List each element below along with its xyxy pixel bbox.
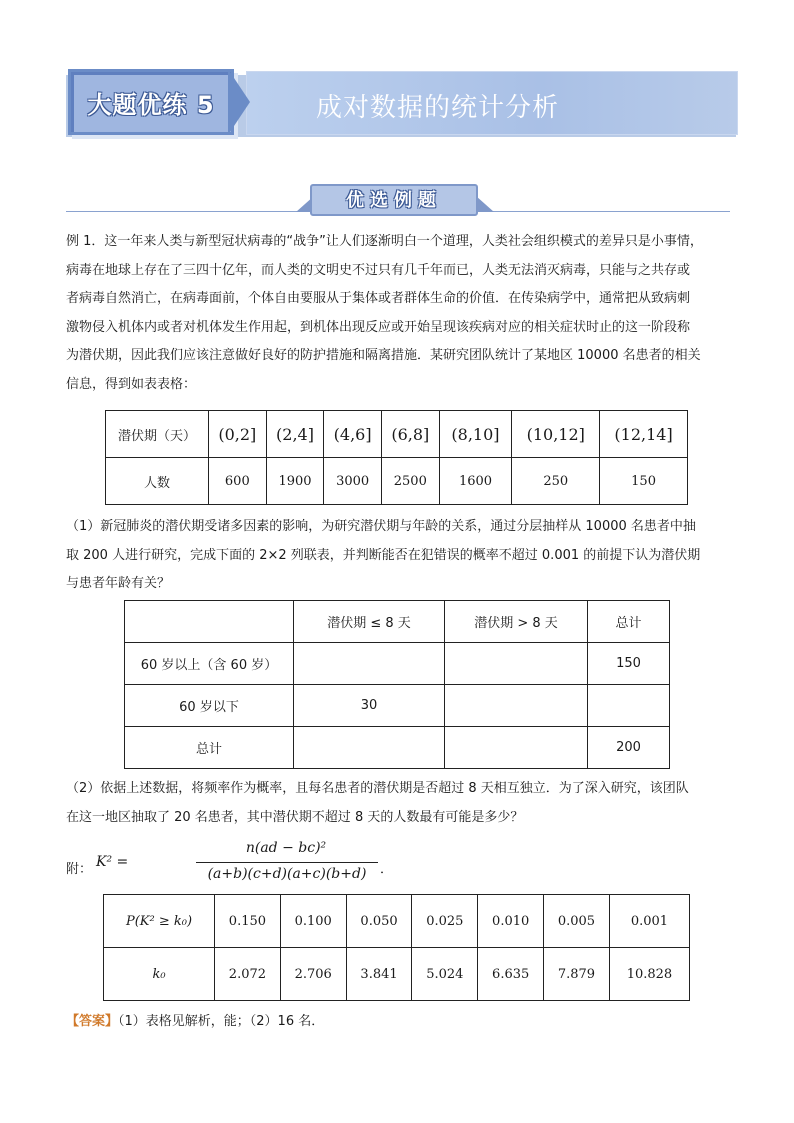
table-cell: 7.879 [544, 948, 610, 1001]
table-cell [445, 727, 588, 769]
table-row [125, 685, 670, 727]
question-line: 取 200 人进行研究，完成下面的 2×2 列联表，并判断能否在犯错误的概率不超过 0.001 的前提下认为潜伏期 [66, 547, 701, 563]
section-tag-label: 优选例题 [346, 190, 442, 211]
table-cell [294, 727, 445, 769]
table-cell: 潜伏期 > 8 天 [445, 601, 588, 643]
formula-numerator: n(ad − bc)² [245, 840, 327, 856]
table-cell: 10.828 [609, 948, 689, 1001]
table-row [104, 895, 690, 948]
table-row [104, 948, 690, 1001]
table-cell: (2,4] [266, 411, 324, 458]
table-cell: 0.010 [478, 895, 544, 948]
table-cell: 3000 [324, 458, 382, 505]
example-line: 激物侵入机体内或者对机体发生作用起，到机体出现反应或开始呈现该疾病对应的相关症状时止的这一阶段称 [66, 319, 691, 335]
section-tag [296, 178, 496, 214]
table-cell: 0.001 [609, 895, 689, 948]
table-cell: (8,10] [439, 411, 512, 458]
table-cell: 总计 [588, 601, 670, 643]
table-cell: 0.025 [412, 895, 478, 948]
header-banner [66, 67, 736, 141]
table-cell: (12,14] [600, 411, 688, 458]
table-cell: 3.841 [346, 948, 412, 1001]
table-cell: k₀ [104, 948, 215, 1001]
question-2 [66, 775, 730, 832]
table-cell [588, 685, 670, 727]
table-row [125, 727, 670, 769]
critical-value-table [103, 894, 690, 1001]
banner-tag-text: 大题优练 5 [87, 90, 215, 119]
table-cell: P(K² ≥ k₀) [104, 895, 215, 948]
table-cell: (0,2] [209, 411, 267, 458]
answer [66, 1010, 324, 1029]
example-line: 例 1．这一年来人类与新型冠状病毒的“战争”让人们逐渐明白一个道理，人类社会组织模式的差异只是小事情， [66, 234, 703, 249]
example-line: 者病毒自然消亡，在病毒面前，个体自由要服从于集体或者群体生命的价值．在传染病学中，通常把从致病刺 [66, 291, 691, 306]
chi-square-formula [66, 840, 466, 890]
fraction-bar [196, 862, 378, 863]
table-cell [445, 643, 588, 685]
banner-tag [68, 69, 234, 135]
table-cell [125, 601, 294, 643]
table-cell: 60 岁以上（含 60 岁） [125, 643, 294, 685]
answer-text: （1）表格见解析，能；（2）16 名． [118, 1014, 325, 1029]
table-cell: 200 [588, 727, 670, 769]
example-line: 为潜伏期，因此我们应该注意做好良好的防护措施和隔离措施．某研究团队统计了某地区 10000 名患者的相关 [66, 348, 701, 363]
table-cell: (6,8] [381, 411, 439, 458]
table-cell [445, 685, 588, 727]
example-line: 信息，得到如表表格： [66, 376, 197, 392]
table-row [125, 601, 670, 643]
example-line: 病毒在地球上存在了三四十亿年，而人类的文明史不过只有几千年而已，人类无法消灭病毒，只能与之共存或 [66, 262, 691, 278]
contingency-table [124, 600, 670, 769]
table-cell: 1600 [439, 458, 512, 505]
table-cell: 0.150 [215, 895, 281, 948]
table-cell: 5.024 [412, 948, 478, 1001]
table-cell: 60 岁以下 [125, 685, 294, 727]
table-cell: 1900 [266, 458, 324, 505]
table-cell: 2.072 [215, 948, 281, 1001]
table-row [106, 411, 688, 458]
question-line: 在这一地区抽取了 20 名患者，其中潜伏期不超过 8 天的人数最有可能是多少？ [66, 809, 524, 825]
table-cell: (10,12] [512, 411, 600, 458]
incubation-table [105, 410, 688, 505]
banner-arrow-decoration [228, 69, 250, 135]
answer-tag: 【答案】 [66, 1014, 119, 1029]
table-cell: 0.100 [280, 895, 346, 948]
formula-end: ． [380, 862, 394, 877]
question-1 [66, 513, 730, 599]
table-cell: 0.050 [346, 895, 412, 948]
section-tag-wing-right [476, 196, 494, 212]
table-cell: 150 [600, 458, 688, 505]
table-cell: 150 [588, 643, 670, 685]
example-paragraph [66, 228, 730, 399]
table-cell: 2500 [381, 458, 439, 505]
table-cell: 600 [209, 458, 267, 505]
question-line: （2）依据上述数据，将频率作为概率，且每名患者的潜伏期是否超过 8 天相互独立．为了深入研究，该团队 [66, 781, 689, 796]
table-cell: (4,6] [324, 411, 382, 458]
table-cell: 6.635 [478, 948, 544, 1001]
question-line: （1）新冠肺炎的潜伏期受诸多因素的影响，为研究潜伏期与年龄的关系，通过分层抽样从 10000 名患者中抽 [66, 519, 696, 534]
formula-label: 附： [66, 862, 93, 877]
table-cell: 潜伏期（天） [106, 411, 209, 458]
table-row [125, 643, 670, 685]
table-cell: 2.706 [280, 948, 346, 1001]
formula-denominator: (a+b)(c+d)(a+c)(b+d) [207, 866, 367, 882]
page-title: 成对数据的统计分析 [316, 93, 560, 123]
table-cell: 人数 [106, 458, 209, 505]
table-cell [294, 643, 445, 685]
table-cell: 潜伏期 ≤ 8 天 [294, 601, 445, 643]
table-cell: 250 [512, 458, 600, 505]
table-cell: 总计 [125, 727, 294, 769]
table-row [106, 458, 688, 505]
table-cell: 0.005 [544, 895, 610, 948]
formula-lhs: K² = [96, 854, 129, 870]
question-line: 与患者年龄有关？ [66, 576, 171, 591]
table-cell: 30 [294, 685, 445, 727]
